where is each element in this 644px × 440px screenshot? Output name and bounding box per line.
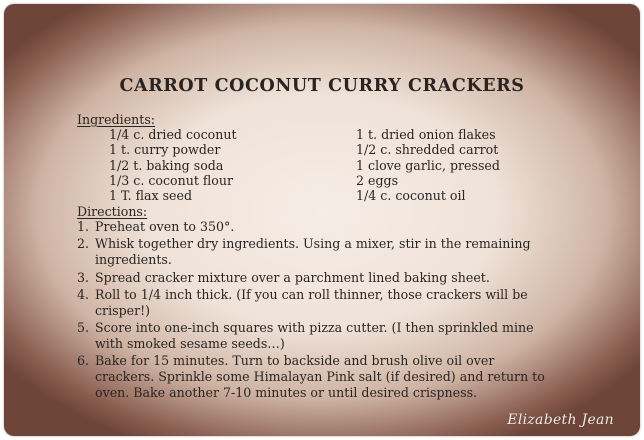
- step-text: Whisk together dry ingredients. Using a mixer, stir in the remaining ingredients.: [95, 236, 531, 268]
- direction-step: [77, 353, 557, 400]
- direction-step: [77, 270, 557, 286]
- ingredient-item: 2 eggs: [356, 172, 399, 188]
- directions-list: [77, 219, 557, 402]
- ingredient-item: 1 t. curry powder: [109, 142, 221, 158]
- step-text: Score into one-inch squares with pizza cutter. (I then sprinkled mine with smoked sesame seeds…): [95, 320, 534, 351]
- ingredient-item: 1 t. dried onion flakes: [356, 127, 496, 142]
- step-number: 3.: [77, 269, 90, 285]
- step-number: 4.: [77, 286, 90, 302]
- step-number: 1.: [77, 219, 90, 234]
- ingredient-item: 1 T. flax seed: [109, 188, 193, 204]
- direction-step: [77, 287, 557, 319]
- step-text: Preheat oven to 350°.: [95, 219, 235, 234]
- ingredients-right-column: [356, 127, 500, 203]
- step-number: 6.: [77, 353, 90, 369]
- ingredient-item: 1/2 t. baking soda: [109, 157, 224, 173]
- ingredient-item: 1 clove garlic, pressed: [356, 157, 500, 173]
- recipe-title: CARROT COCONUT CURRY CRACKERS: [119, 76, 525, 96]
- step-text: Spread cracker mixture over a parchment lined baking sheet.: [95, 269, 490, 285]
- direction-step: [77, 219, 557, 235]
- directions-heading: Directions:: [77, 204, 148, 219]
- direction-step: [77, 236, 557, 268]
- step-text: Bake for 15 minutes. Turn to backside and brush olive oil over crackers. Sprinkle some Himalayan Pink salt (if desired) and return to oven. Bake another 7-10 minutes or until desired crispness.: [95, 353, 545, 400]
- ingredient-item: 1/2 c. shredded carrot: [356, 142, 499, 158]
- step-number: 2.: [77, 236, 90, 252]
- ingredient-item: 1/4 c. dried coconut: [109, 127, 237, 142]
- signature-watermark: Elizabeth Jean: [507, 412, 614, 428]
- ingredient-item: 1/4 c. coconut oil: [356, 188, 466, 204]
- direction-step: [77, 320, 557, 352]
- ingredient-item: 1/3 c. coconut flour: [109, 172, 234, 188]
- ingredients-heading: Ingredients:: [77, 112, 156, 127]
- step-text: Roll to 1/4 inch thick. (If you can roll thinner, those crackers will be crisper!): [95, 286, 528, 318]
- ingredients-left-column: [109, 127, 237, 203]
- step-number: 5.: [77, 320, 90, 336]
